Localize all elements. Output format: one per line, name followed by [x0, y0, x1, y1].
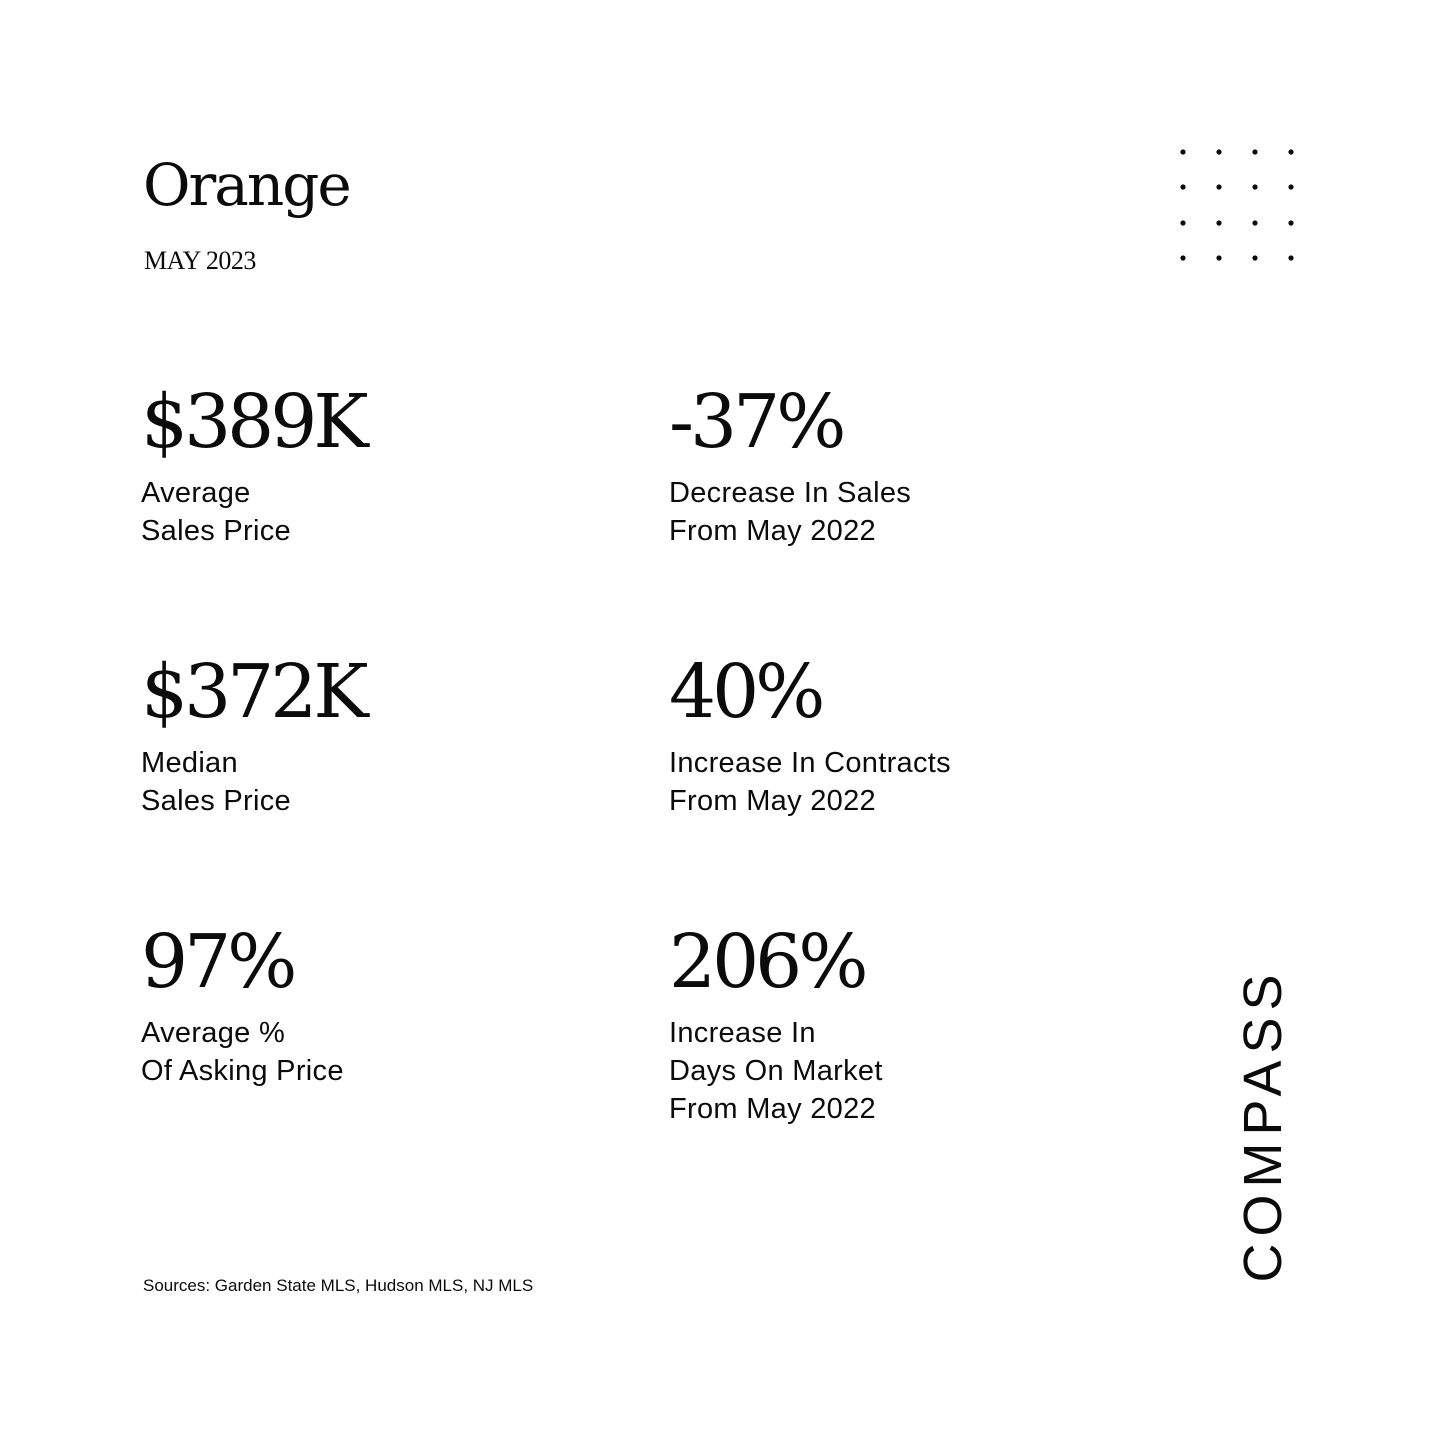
report-period: MAY 2023	[144, 246, 256, 275]
stat-label-line: Decrease In Sales	[669, 477, 912, 509]
stat-label	[669, 744, 1129, 820]
stat-label	[669, 474, 1129, 550]
stat-percent-of-asking	[141, 920, 601, 1090]
stat-label-line: From May 2022	[669, 1093, 876, 1125]
sources-note: Sources: Garden State MLS, Hudson MLS, NJ MLS	[143, 1276, 534, 1295]
stat-label-line: Average	[141, 477, 251, 509]
stat-label-line: From May 2022	[669, 785, 876, 817]
stat-value: $389K	[141, 379, 365, 465]
stat-label	[141, 1014, 601, 1090]
stat-label-line: Increase In Contracts	[669, 747, 951, 779]
stat-label	[141, 744, 601, 820]
stat-days-on-market-change	[669, 920, 1129, 1128]
stat-label-line: Median	[141, 747, 238, 779]
stat-value: 40%	[669, 649, 822, 735]
stat-average-sales-price	[141, 380, 601, 550]
stat-value: -37%	[669, 379, 843, 465]
stat-label-line: Sales Price	[141, 785, 291, 817]
stat-median-sales-price	[141, 650, 601, 820]
stat-label-line: Of Asking Price	[141, 1055, 344, 1087]
compass-logo-icon	[1232, 955, 1294, 1295]
dot-grid-icon	[1176, 145, 1300, 269]
stat-label	[669, 1014, 1129, 1128]
page-title: Orange	[143, 151, 350, 219]
stat-label-line: Sales Price	[141, 515, 291, 547]
stat-label-line: From May 2022	[669, 515, 876, 547]
stat-sales-change	[669, 380, 1129, 550]
stat-label-line: Increase In	[669, 1017, 816, 1049]
stat-value: $372K	[141, 649, 365, 735]
stat-label-line: Days On Market	[669, 1055, 883, 1087]
stat-value: 206%	[669, 919, 865, 1005]
stat-label-line: Average %	[141, 1017, 286, 1049]
stat-contracts-change	[669, 650, 1129, 820]
stat-value: 97%	[141, 919, 294, 1005]
stat-label	[141, 474, 601, 550]
logo-wordmark: COMPASS	[1233, 967, 1293, 1283]
